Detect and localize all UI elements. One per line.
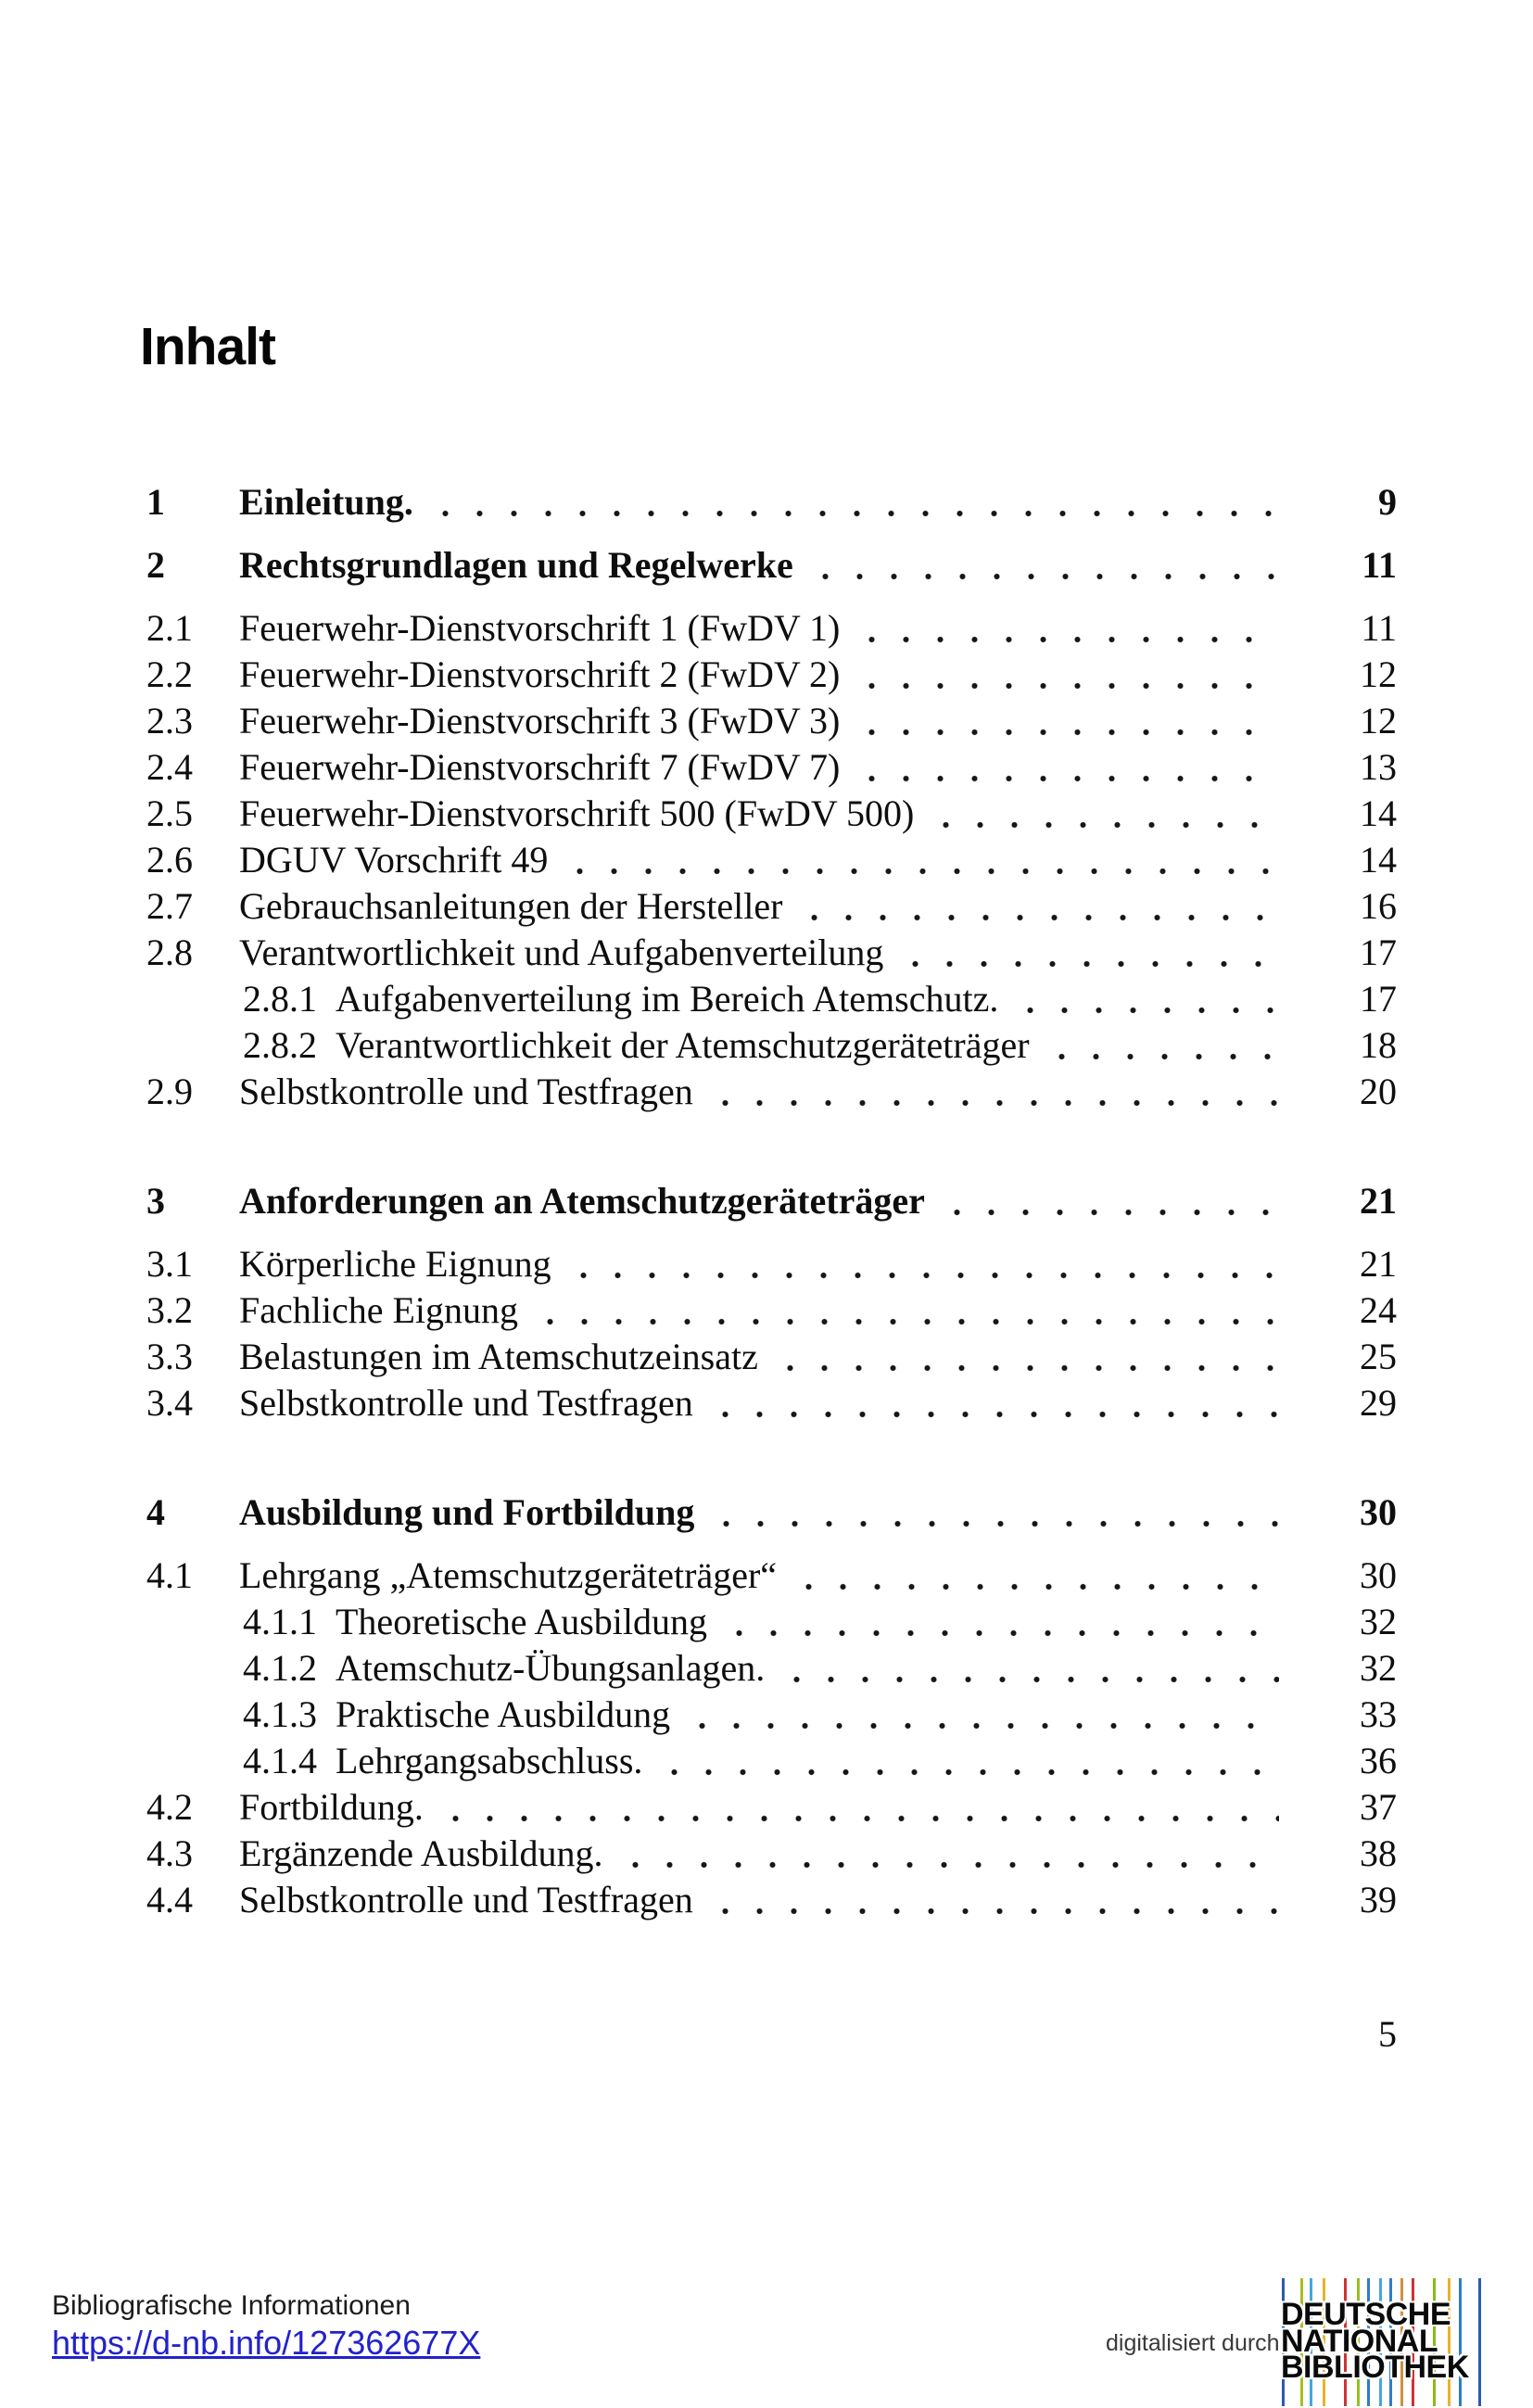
toc-entry-number: 2.1 xyxy=(146,607,193,649)
toc-entry-page: 13 xyxy=(1360,746,1397,788)
toc-leader-dots xyxy=(803,542,1279,589)
toc-entry xyxy=(146,1692,1397,1738)
toc-entry-title: Anforderungen an Atemschutzgeräteträger xyxy=(239,1180,925,1222)
toc-leader-dots xyxy=(527,1287,1279,1334)
toc-entry xyxy=(146,1553,1397,1599)
toc-entry-page: 38 xyxy=(1360,1832,1397,1874)
toc-entry-page: 39 xyxy=(1360,1879,1397,1920)
page-title: Inhalt xyxy=(140,317,275,377)
toc-entry-number: 3.2 xyxy=(146,1289,193,1331)
toc-entry xyxy=(146,1645,1397,1692)
toc-entry-title: Selbstkontrolle und Testfragen xyxy=(239,1382,693,1424)
toc-entry-number: 3 xyxy=(146,1180,165,1222)
toc-entry-title: Lehrgangsabschluss. xyxy=(336,1740,643,1781)
toc-leader-dots xyxy=(433,1784,1279,1831)
toc-entry-title: Einleitung. xyxy=(239,481,413,523)
toc-entry-title: Fortbildung. xyxy=(239,1786,424,1828)
toc-leader-dots xyxy=(1039,1022,1279,1069)
toc-entry-page: 16 xyxy=(1360,885,1397,927)
toc-entry-title: Feuerwehr-Dienstvorschrift 3 (FwDV 3) xyxy=(239,700,841,741)
toc-entry-title: Belastungen im Atemschutzeinsatz xyxy=(239,1336,758,1377)
toc-entry-number: 2.9 xyxy=(146,1071,193,1112)
toc-entry-title: Selbstkontrolle und Testfragen xyxy=(239,1879,693,1920)
toc-entry-title: Körperliche Eignung xyxy=(239,1243,551,1285)
toc-entry-title: Lehrgang „Atemschutzgeräteträger“ xyxy=(239,1554,778,1596)
toc-entry-title: Feuerwehr-Dienstvorschrift 7 (FwDV 7) xyxy=(239,746,841,788)
dnb-logo-text-line: BIBLIOTHEK xyxy=(1281,2350,1469,2385)
toc-entry-page: 33 xyxy=(1360,1693,1397,1735)
toc-entry-title: Selbstkontrolle und Testfragen xyxy=(239,1071,693,1112)
toc-entry-page: 29 xyxy=(1360,1382,1397,1424)
toc-entry-number: 4.1.3 xyxy=(243,1693,317,1735)
toc-entry-number: 1 xyxy=(146,481,165,523)
toc-entry xyxy=(146,837,1397,883)
toc-entry-page: 12 xyxy=(1360,700,1397,741)
toc-leader-dots xyxy=(423,479,1279,526)
toc-entry-number: 2.8.2 xyxy=(243,1024,317,1066)
toc-entry xyxy=(146,930,1397,976)
toc-entry-number: 2.3 xyxy=(146,700,193,741)
dnb-logo-text-line: NATIONAL xyxy=(1281,2323,1438,2359)
toc-entry-number: 2.7 xyxy=(146,885,193,927)
toc-entry-number: 4 xyxy=(146,1491,165,1533)
toc-entry-title: Ergänzende Ausbildung. xyxy=(239,1832,603,1874)
toc-entry-title: Aufgabenverteilung im Bereich Atemschutz. xyxy=(336,978,999,1020)
toc-entry xyxy=(146,976,1397,1022)
toc-leader-dots xyxy=(1007,976,1279,1022)
toc-entry xyxy=(146,1178,1397,1224)
toc-entry-number: 4.4 xyxy=(146,1879,193,1920)
toc-entry-number: 3.4 xyxy=(146,1382,193,1424)
toc-leader-dots xyxy=(849,652,1279,698)
toc-entry-number: 2.8 xyxy=(146,932,193,973)
toc-entry xyxy=(146,479,1397,526)
toc-entry-page: 32 xyxy=(1360,1647,1397,1689)
dnb-logo-wordmark xyxy=(1281,2297,1469,2385)
toc-leader-dots xyxy=(893,930,1279,976)
toc-leader-dots xyxy=(703,1069,1279,1115)
toc-leader-dots xyxy=(849,698,1279,744)
toc-entry xyxy=(146,542,1397,589)
dnb-logo xyxy=(1277,2278,1489,2406)
toc-entry-number: 4.1.1 xyxy=(243,1601,317,1642)
toc-entry-number: 4.1.2 xyxy=(243,1647,317,1689)
toc-entry-page: 37 xyxy=(1360,1786,1397,1828)
toc-entry-title: Rechtsgrundlagen und Regelwerke xyxy=(239,544,793,586)
toc-entry-title: Feuerwehr-Dienstvorschrift 1 (FwDV 1) xyxy=(239,607,841,649)
toc-entry xyxy=(146,1069,1397,1115)
toc-leader-dots xyxy=(652,1738,1279,1784)
toc-entry-page: 18 xyxy=(1360,1024,1397,1066)
toc-leader-dots xyxy=(613,1831,1279,1877)
toc-entry-number: 2.8.1 xyxy=(243,978,317,1020)
toc-entry-title: Verantwortlichkeit der Atemschutzgeräteträger xyxy=(336,1024,1030,1066)
toc-entry-number: 2.4 xyxy=(146,746,193,788)
toc-entry-title: Praktische Ausbildung xyxy=(336,1693,671,1735)
toc-entry-number: 2 xyxy=(146,544,165,586)
page-number: 5 xyxy=(1378,2013,1397,2055)
toc-entry xyxy=(146,791,1397,837)
toc-entry xyxy=(146,1599,1397,1645)
toc-entry-page: 14 xyxy=(1360,792,1397,834)
toc-entry-page: 25 xyxy=(1360,1336,1397,1377)
toc-entry-number: 2.6 xyxy=(146,839,193,881)
toc-entry-title: Theoretische Ausbildung xyxy=(336,1601,708,1642)
toc-entry-title: Gebrauchsanleitungen der Hersteller xyxy=(239,885,783,927)
toc-entry-number: 3.3 xyxy=(146,1336,193,1377)
toc-entry xyxy=(146,652,1397,698)
toc-entry xyxy=(146,744,1397,791)
toc-entry-page: 36 xyxy=(1360,1740,1397,1781)
toc-entry-number: 4.2 xyxy=(146,1786,193,1828)
toc-leader-dots xyxy=(703,1489,1279,1536)
toc-entry-number: 4.1 xyxy=(146,1554,193,1596)
digitized-by-label: digitalisiert durch xyxy=(1106,2330,1280,2356)
toc-entry-number: 3.1 xyxy=(146,1243,193,1285)
toc-entry xyxy=(146,1738,1397,1784)
toc-entry-page: 21 xyxy=(1360,1243,1397,1285)
toc-entry-title: Fachliche Eignung xyxy=(239,1289,519,1331)
toc-entry-page: 20 xyxy=(1360,1071,1397,1112)
toc-leader-dots xyxy=(557,837,1279,883)
toc-entry xyxy=(146,1334,1397,1380)
toc-entry-title: Feuerwehr-Dienstvorschrift 500 (FwDV 500) xyxy=(239,792,915,834)
toc-entry xyxy=(146,1831,1397,1877)
toc-entry-title: DGUV Vorschrift 49 xyxy=(239,839,549,881)
toc-entry-page: 11 xyxy=(1361,607,1397,649)
dnb-logo-text-line: DEUTSCHE xyxy=(1281,2297,1451,2332)
toc-entry xyxy=(146,1241,1397,1287)
dnb-permalink[interactable]: https://d-nb.info/127362677X xyxy=(52,2324,481,2362)
toc-leader-dots xyxy=(792,883,1279,930)
toc-entry-page: 30 xyxy=(1360,1491,1397,1533)
toc-leader-dots xyxy=(679,1692,1279,1738)
dnb-logo-color-bar xyxy=(1478,2278,1481,2406)
toc-entry-title: Feuerwehr-Dienstvorschrift 2 (FwDV 2) xyxy=(239,653,841,695)
toc-entry xyxy=(146,1380,1397,1426)
bibliographic-label: Bibliografische Informationen xyxy=(52,2290,411,2321)
toc-entry-page: 14 xyxy=(1360,839,1397,881)
toc-leader-dots xyxy=(767,1334,1279,1380)
toc-entry-page: 17 xyxy=(1360,978,1397,1020)
toc-leader-dots xyxy=(786,1553,1279,1599)
toc-entry-number: 4.3 xyxy=(146,1832,193,1874)
toc-entry xyxy=(146,1489,1397,1536)
toc-leader-dots xyxy=(703,1380,1279,1426)
toc-entry xyxy=(146,883,1397,930)
toc-entry-title: Verantwortlichkeit und Aufgabenverteilung xyxy=(239,932,884,973)
toc-entry xyxy=(146,1877,1397,1923)
toc-leader-dots xyxy=(561,1241,1279,1287)
toc-entry xyxy=(146,698,1397,744)
toc-entry-number: 4.1.4 xyxy=(243,1740,317,1781)
toc-entry-title: Atemschutz-Übungsanlagen. xyxy=(336,1647,766,1689)
toc-entry-page: 17 xyxy=(1360,932,1397,973)
toc-entry xyxy=(146,1287,1397,1334)
toc-leader-dots xyxy=(774,1645,1279,1692)
toc-entry xyxy=(146,605,1397,652)
bibliographic-info xyxy=(52,2289,480,2362)
table-of-contents xyxy=(146,479,1397,1923)
toc-leader-dots xyxy=(849,744,1279,791)
toc-leader-dots xyxy=(923,791,1279,837)
toc-entry-number: 2.5 xyxy=(146,792,193,834)
toc-entry-title: Ausbildung und Fortbildung xyxy=(239,1491,695,1533)
toc-entry-page: 24 xyxy=(1360,1289,1397,1331)
toc-leader-dots xyxy=(849,605,1279,652)
toc-leader-dots xyxy=(934,1178,1279,1224)
toc-entry-page: 32 xyxy=(1360,1601,1397,1642)
toc-leader-dots xyxy=(716,1599,1279,1645)
toc-entry-page: 21 xyxy=(1360,1180,1397,1222)
toc-entry-page: 11 xyxy=(1362,544,1397,586)
toc-leader-dots xyxy=(703,1877,1279,1923)
toc-entry-number: 2.2 xyxy=(146,653,193,695)
toc-entry xyxy=(146,1022,1397,1069)
toc-entry xyxy=(146,1784,1397,1831)
toc-entry-page: 12 xyxy=(1360,653,1397,695)
toc-entry-page: 30 xyxy=(1360,1554,1397,1596)
toc-entry-page: 9 xyxy=(1378,481,1397,523)
